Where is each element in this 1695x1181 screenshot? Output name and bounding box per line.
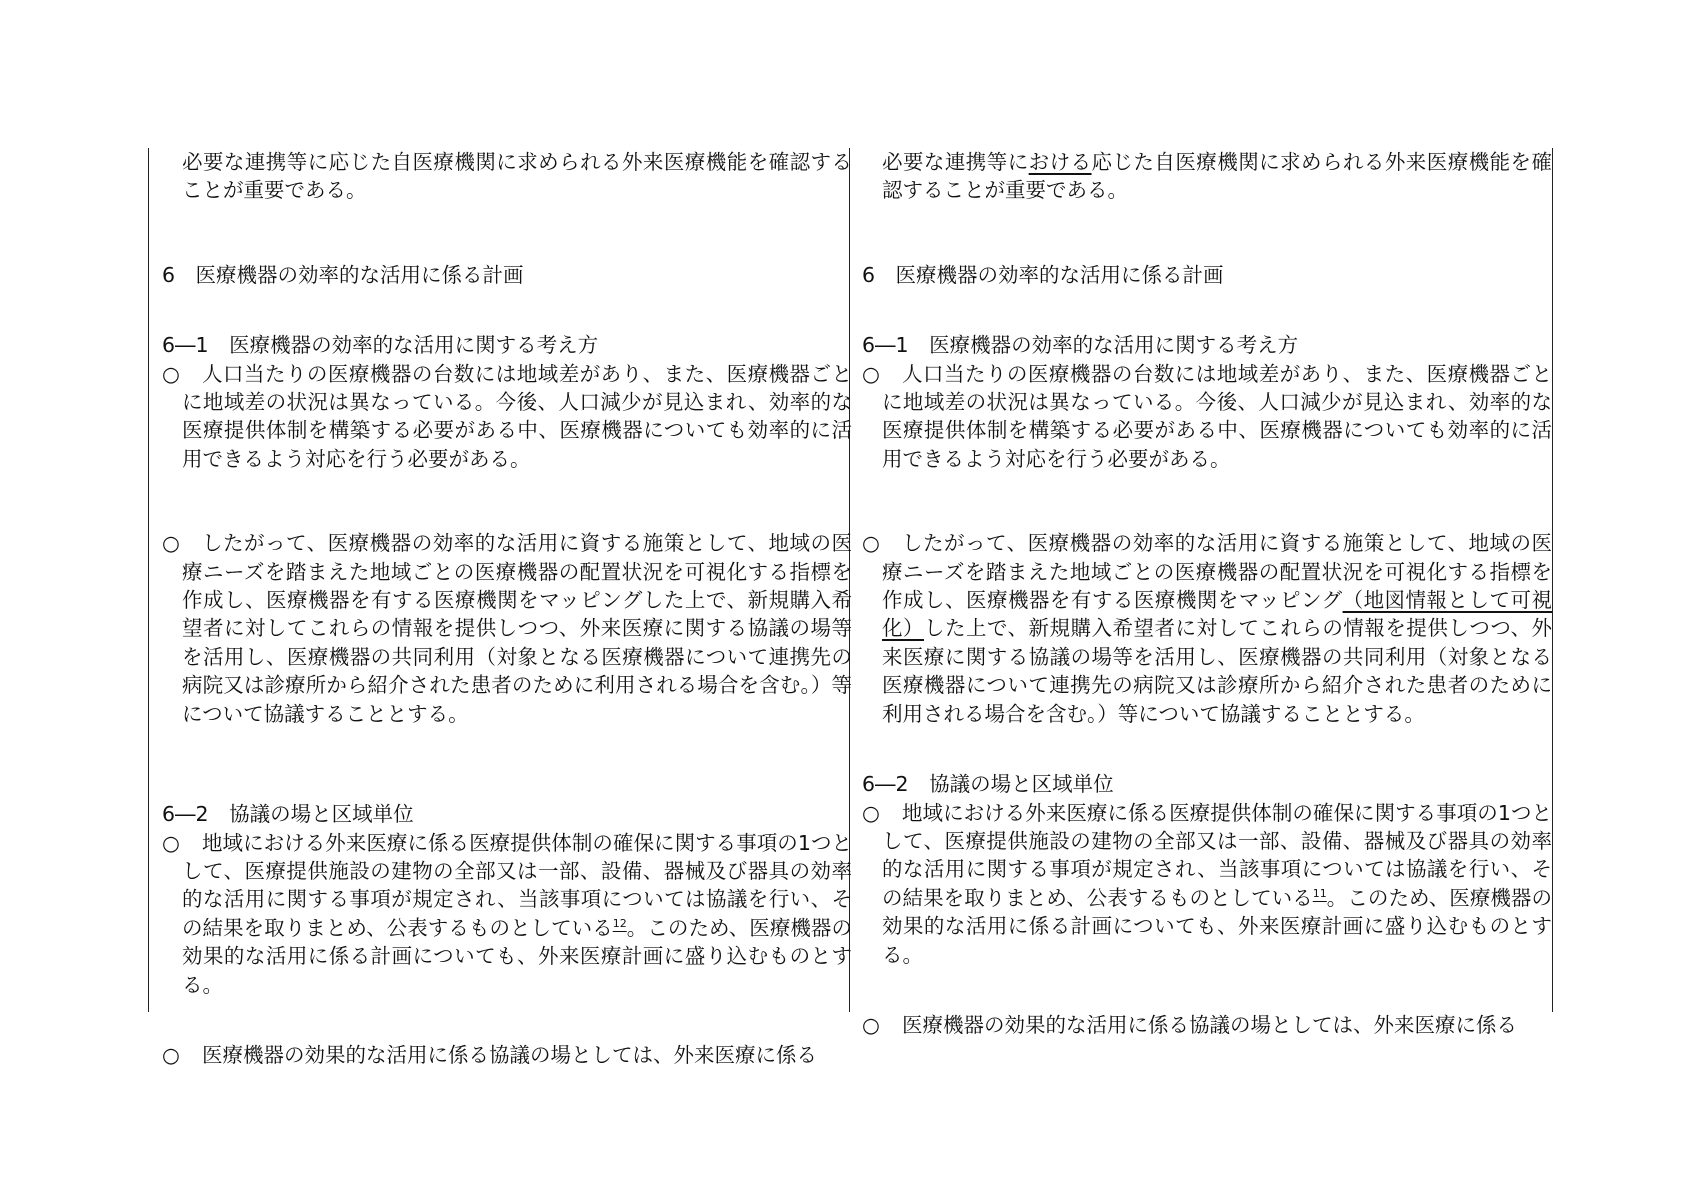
left-paragraph-2-text: したがって、医療機器の効率的な活用に資する施策として、地域の医療ニーズを踏まえた地域ごとの医療機器の配置状況を可視化する指標を作成し、医療機器を有する医療機関をマッピングした上で、新規購入希望者に対してこれらの情報を提供しつつ、外来医療に関する協議の場等を活用し、医療機器の共同利用（対象となる医療機器について連携先の病院又は診療所から紹介された患者のために利用される場合を含む。）等について協議することとする。 [182, 531, 852, 726]
bullet-icon: ○ [862, 531, 880, 556]
right-paragraph-3-part-a: 地域における外来医療に係る医療提供体制の確保に関する事項の1つとして、医療提供施設の建物の全部又は一部、設備、器械及び器具の効率的な活用に関する事項が規定され、当該事項については協議を行い、その結果を取りまとめ、公表するものとしている [882, 800, 1552, 910]
left-subsection-2-title: 6―2 協議の場と区域単位 [162, 802, 414, 827]
right-intro-part-a: 必要な連携等に [882, 150, 1029, 174]
bullet-icon: ○ [862, 361, 880, 386]
right-subsection-2-title: 6―2 協議の場と区域単位 [862, 772, 1114, 797]
footnote-ref: 12 [612, 916, 627, 930]
left-paragraph-1 [162, 360, 852, 474]
right-paragraph-1 [862, 360, 1552, 474]
right-paragraph-2 [862, 529, 1552, 728]
right-paragraph-2-part-a: したがって、医療機器の効率的な活用に資する施策として、地域の医療ニーズを踏まえた地域ごとの医療機器の配置状況を可視化する指標を作成し、医療機器を有する医療機関をマッピング [882, 531, 1552, 613]
left-paragraph-2 [162, 529, 852, 728]
left-paragraph-3-part-b: 。このため、医療機器の効果的な活用に係る計画についても、外来医療計画に盛り込むものとする。 [182, 915, 852, 997]
right-subsection-1-title: 6―1 医療機器の効率的な活用に関する考え方 [862, 333, 1299, 358]
right-intro-part-b: 応じた自医療機関に求められる外来医療機能を確認することが重要である。 [882, 150, 1553, 203]
bullet-icon: ○ [162, 830, 180, 855]
right-paragraph-3 [862, 799, 1552, 969]
bullet-icon: ○ [162, 1042, 180, 1067]
left-section-title: 6 医療機器の効率的な活用に係る計画 [162, 262, 524, 287]
bullet-icon: ○ [162, 361, 180, 386]
footnote-ref: 11 [1312, 886, 1327, 900]
left-paragraph-3-text [182, 829, 852, 999]
left-intro: 必要な連携等に応じた自医療機関に求められる外来医療機能を確認することが重要である。 [182, 150, 852, 203]
right-intro-inserted: おける [1028, 150, 1092, 174]
table-border-right [1552, 148, 1553, 1012]
right-section-title: 6 医療機器の効率的な活用に係る計画 [862, 262, 1224, 287]
right-paragraph-2-inserted: （地図情報として可視化） [882, 588, 1552, 641]
right-paragraph-1-text: 人口当たりの医療機器の台数には地域差があり、また、医療機器ごとに地域差の状況は異なっている。今後、人口減少が見込まれ、効率的な医療提供体制を構築する必要がある中、医療機器についても効率的に活用できるよう対応を行う必要がある。 [882, 361, 1552, 471]
table-border-left [148, 148, 149, 1012]
right-paragraph-2-part-b: した上で、新規購入希望者に対してこれらの情報を提供しつつ、外来医療に関する協議の場等を活用し、医療機器の共同利用（対象となる医療機器について連携先の病院又は診療所から紹介された患者のために利用される場合を含む。）等について協議することとする。 [882, 616, 1552, 726]
right-paragraph-3-part-b: 。このため、医療機器の効果的な活用に係る計画についても、外来医療計画に盛り込むものとする。 [882, 885, 1552, 967]
left-column [162, 148, 852, 1069]
left-subsection-1-title: 6―1 医療機器の効率的な活用に関する考え方 [162, 333, 599, 358]
right-paragraph-2-text [882, 529, 1552, 728]
left-paragraph-4-text: 医療機器の効果的な活用に係る協議の場としては、外来医療に係る [202, 1042, 817, 1067]
right-intro [862, 148, 1552, 205]
bullet-icon: ○ [162, 531, 180, 556]
bullet-icon: ○ [862, 1012, 880, 1037]
right-paragraph-4-text: 医療機器の効果的な活用に係る協議の場としては、外来医療に係る [902, 1012, 1517, 1037]
left-paragraph-3 [162, 829, 852, 999]
right-column [862, 148, 1552, 1039]
bullet-icon: ○ [862, 800, 880, 825]
left-paragraph-4 [162, 1041, 852, 1069]
left-paragraph-1-text: 人口当たりの医療機器の台数には地域差があり、また、医療機器ごとに地域差の状況は異なっている。今後、人口減少が見込まれ、効率的な医療提供体制を構築する必要がある中、医療機器についても効率的に活用できるよう対応を行う必要がある。 [182, 361, 852, 471]
right-paragraph-3-text [882, 799, 1552, 969]
left-paragraph-3-part-a: 地域における外来医療に係る医療提供体制の確保に関する事項の1つとして、医療提供施設の建物の全部又は一部、設備、器械及び器具の効率的な活用に関する事項が規定され、当該事項については協議を行い、その結果を取りまとめ、公表するものとしている [182, 830, 852, 940]
right-paragraph-4 [862, 1011, 1552, 1039]
